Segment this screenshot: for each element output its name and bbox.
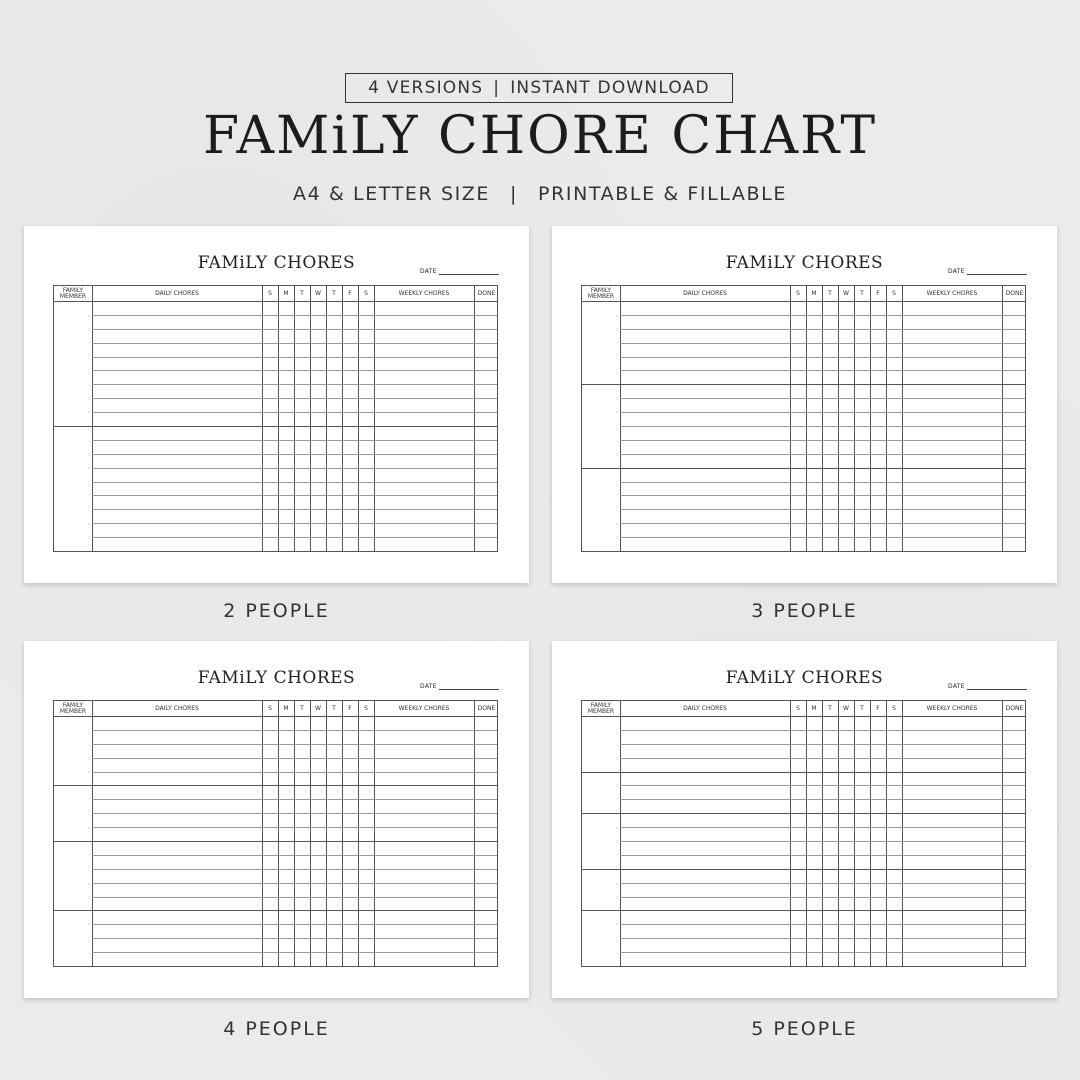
header-divider xyxy=(582,301,1025,302)
table-row[interactable] xyxy=(620,841,1025,842)
header-daily-chores: DAILY CHORES xyxy=(683,704,727,712)
date-line[interactable] xyxy=(439,683,499,690)
table-row[interactable] xyxy=(92,897,497,898)
header-day-5: F xyxy=(348,289,352,297)
column-divider xyxy=(326,286,327,551)
table-row[interactable] xyxy=(92,509,497,510)
column-divider xyxy=(886,701,887,966)
header-day-0: S xyxy=(796,289,800,297)
table-row[interactable] xyxy=(92,370,497,371)
date-label: DATE xyxy=(948,683,965,690)
table-row[interactable] xyxy=(620,440,1025,441)
table-row[interactable] xyxy=(92,329,497,330)
version-caption: 3 PEOPLE xyxy=(751,600,858,622)
member-section-divider xyxy=(54,841,497,842)
header-day-1: M xyxy=(283,289,289,297)
chore-sheet-5-people xyxy=(552,641,1057,998)
column-divider xyxy=(806,701,807,966)
table-row[interactable] xyxy=(92,315,497,316)
header-day-3: W xyxy=(843,289,849,297)
table-row[interactable] xyxy=(620,426,1025,427)
sheet-title: FAMiLY CHORES xyxy=(725,253,884,273)
version-caption: 5 PEOPLE xyxy=(751,1018,858,1040)
member-section-divider xyxy=(582,772,1025,773)
chore-sheet-4-people xyxy=(24,641,529,998)
badge-download: INSTANT DOWNLOAD xyxy=(510,78,710,98)
table-row[interactable] xyxy=(92,454,497,455)
date-field[interactable] xyxy=(948,683,1027,690)
date-label: DATE xyxy=(420,683,437,690)
header-day-2: T xyxy=(828,704,832,712)
column-divider xyxy=(310,286,311,551)
table-row[interactable] xyxy=(620,454,1025,455)
header-day-5: F xyxy=(876,289,880,297)
column-divider xyxy=(294,701,295,966)
header-day-2: T xyxy=(300,289,304,297)
column-divider xyxy=(342,286,343,551)
table-row[interactable] xyxy=(92,343,497,344)
column-divider xyxy=(902,701,903,966)
table-row[interactable] xyxy=(620,744,1025,745)
column-divider xyxy=(342,701,343,966)
header-divider xyxy=(582,716,1025,717)
column-divider xyxy=(886,286,887,551)
header-day-0: S xyxy=(796,704,800,712)
family-member-cell[interactable] xyxy=(54,785,92,841)
table-row[interactable] xyxy=(620,938,1025,939)
table-row[interactable] xyxy=(92,730,497,731)
date-label: DATE xyxy=(420,268,437,275)
column-divider xyxy=(1002,286,1003,551)
column-divider xyxy=(870,701,871,966)
table-row[interactable] xyxy=(92,799,497,800)
column-divider xyxy=(838,701,839,966)
header-done: DONE xyxy=(477,289,496,297)
family-member-cell[interactable] xyxy=(582,910,620,966)
header-day-4: T xyxy=(860,289,864,297)
table-row[interactable] xyxy=(620,883,1025,884)
version-caption: 4 PEOPLE xyxy=(223,1018,330,1040)
date-field[interactable] xyxy=(948,268,1027,275)
member-section-divider xyxy=(582,910,1025,911)
header-day-3: W xyxy=(843,704,849,712)
chore-sheet-3-people xyxy=(552,226,1057,583)
subtitle-separator: | xyxy=(510,183,519,205)
sheet-title: FAMiLY CHORES xyxy=(725,668,884,688)
family-member-cell[interactable] xyxy=(582,869,620,911)
header-day-6: S xyxy=(364,289,368,297)
header-day-2: T xyxy=(300,704,304,712)
table-row[interactable] xyxy=(92,869,497,870)
member-section-divider xyxy=(54,785,497,786)
column-divider xyxy=(902,286,903,551)
chore-table xyxy=(53,285,498,552)
column-divider xyxy=(620,286,621,551)
column-divider xyxy=(294,286,295,551)
table-row[interactable] xyxy=(92,357,497,358)
table-row[interactable] xyxy=(620,509,1025,510)
family-member-cell[interactable] xyxy=(54,301,92,426)
family-member-cell[interactable] xyxy=(54,910,92,966)
column-divider xyxy=(326,701,327,966)
subtitle xyxy=(0,183,1080,205)
column-divider xyxy=(854,286,855,551)
table-row[interactable] xyxy=(620,329,1025,330)
family-member-cell[interactable] xyxy=(54,716,92,785)
table-row[interactable] xyxy=(620,495,1025,496)
column-divider xyxy=(822,286,823,551)
table-row[interactable] xyxy=(92,827,497,828)
column-divider xyxy=(374,701,375,966)
date-label: DATE xyxy=(948,268,965,275)
page-title: FAMiLY CHORE CHART xyxy=(202,106,878,166)
column-divider xyxy=(278,701,279,966)
member-section-divider xyxy=(582,384,1025,385)
table-row[interactable] xyxy=(92,398,497,399)
table-row[interactable] xyxy=(92,412,497,413)
chore-table xyxy=(581,700,1026,967)
table-row[interactable] xyxy=(620,357,1025,358)
column-divider xyxy=(620,701,621,966)
sheet-title: FAMiLY CHORES xyxy=(197,253,356,273)
header-done: DONE xyxy=(1005,289,1024,297)
table-row[interactable] xyxy=(92,952,497,953)
column-divider xyxy=(790,701,791,966)
header-day-1: M xyxy=(811,289,817,297)
column-divider xyxy=(790,286,791,551)
date-line[interactable] xyxy=(967,683,1027,690)
header-daily-chores: DAILY CHORES xyxy=(155,704,199,712)
top-badge xyxy=(345,73,733,103)
table-row[interactable] xyxy=(92,924,497,925)
sheet-title: FAMiLY CHORES xyxy=(197,668,356,688)
version-caption: 2 PEOPLE xyxy=(223,600,330,622)
column-divider xyxy=(1002,701,1003,966)
column-divider xyxy=(838,286,839,551)
table-row[interactable] xyxy=(92,758,497,759)
table-row[interactable] xyxy=(620,855,1025,856)
table-row[interactable] xyxy=(92,384,497,385)
date-field[interactable] xyxy=(420,683,499,690)
date-line[interactable] xyxy=(439,268,499,275)
chore-table xyxy=(581,285,1026,552)
family-member-cell[interactable] xyxy=(582,772,620,814)
family-member-cell[interactable] xyxy=(582,468,620,551)
header-day-4: T xyxy=(860,704,864,712)
column-divider xyxy=(474,286,475,551)
column-divider xyxy=(854,701,855,966)
header-day-5: F xyxy=(876,704,880,712)
header-day-0: S xyxy=(268,704,272,712)
member-section-divider xyxy=(582,468,1025,469)
date-line[interactable] xyxy=(967,268,1027,275)
header-day-5: F xyxy=(348,704,352,712)
header-weekly-chores: WEEKLY CHORES xyxy=(398,704,450,712)
column-divider xyxy=(822,701,823,966)
member-section-divider xyxy=(54,426,497,427)
date-field[interactable] xyxy=(420,268,499,275)
table-row[interactable] xyxy=(620,730,1025,731)
header-day-1: M xyxy=(283,704,289,712)
family-member-cell[interactable] xyxy=(582,813,620,869)
header-weekly-chores: WEEKLY CHORES xyxy=(398,289,450,297)
table-row[interactable] xyxy=(92,468,497,469)
chore-sheet-2-people xyxy=(24,226,529,583)
column-divider xyxy=(806,286,807,551)
table-row[interactable] xyxy=(620,482,1025,483)
header-day-4: T xyxy=(332,289,336,297)
table-row[interactable] xyxy=(620,758,1025,759)
table-row[interactable] xyxy=(92,772,497,773)
header-day-6: S xyxy=(892,289,896,297)
header-family-member: FAMILY MEMBER xyxy=(59,286,87,300)
column-divider xyxy=(92,286,93,551)
family-member-cell[interactable] xyxy=(54,841,92,910)
column-divider xyxy=(870,286,871,551)
header-daily-chores: DAILY CHORES xyxy=(155,289,199,297)
table-row[interactable] xyxy=(620,398,1025,399)
header-daily-chores: DAILY CHORES xyxy=(683,289,727,297)
table-row[interactable] xyxy=(620,799,1025,800)
table-row[interactable] xyxy=(92,813,497,814)
table-row[interactable] xyxy=(92,523,497,524)
header-day-3: W xyxy=(315,289,321,297)
table-row[interactable] xyxy=(620,537,1025,538)
column-divider xyxy=(358,701,359,966)
table-row[interactable] xyxy=(620,523,1025,524)
header-day-1: M xyxy=(811,704,817,712)
table-row[interactable] xyxy=(620,412,1025,413)
header-day-6: S xyxy=(364,704,368,712)
header-family-member: FAMILY MEMBER xyxy=(587,286,615,300)
header-family-member: FAMILY MEMBER xyxy=(59,701,87,715)
subtitle-printable: PRINTABLE & FILLABLE xyxy=(538,183,787,205)
family-member-cell[interactable] xyxy=(54,426,92,551)
table-row[interactable] xyxy=(92,744,497,745)
table-row[interactable] xyxy=(92,855,497,856)
header-divider xyxy=(54,716,497,717)
table-row[interactable] xyxy=(620,315,1025,316)
member-section-divider xyxy=(582,869,1025,870)
table-row[interactable] xyxy=(92,482,497,483)
table-row[interactable] xyxy=(92,537,497,538)
member-section-divider xyxy=(582,813,1025,814)
header-day-4: T xyxy=(332,704,336,712)
table-row[interactable] xyxy=(620,952,1025,953)
column-divider xyxy=(92,701,93,966)
header-day-2: T xyxy=(828,289,832,297)
table-row[interactable] xyxy=(620,785,1025,786)
table-row[interactable] xyxy=(620,827,1025,828)
table-row[interactable] xyxy=(92,938,497,939)
column-divider xyxy=(278,286,279,551)
column-divider xyxy=(358,286,359,551)
column-divider xyxy=(474,701,475,966)
column-divider xyxy=(262,701,263,966)
column-divider xyxy=(262,286,263,551)
column-divider xyxy=(374,286,375,551)
chore-table xyxy=(53,700,498,967)
subtitle-size: A4 & LETTER SIZE xyxy=(293,183,491,205)
header-day-6: S xyxy=(892,704,896,712)
table-row[interactable] xyxy=(620,343,1025,344)
family-member-cell[interactable] xyxy=(582,716,620,772)
table-row[interactable] xyxy=(620,897,1025,898)
badge-versions: 4 VERSIONS xyxy=(368,78,484,98)
family-member-cell[interactable] xyxy=(582,301,620,384)
header-day-3: W xyxy=(315,704,321,712)
header-day-0: S xyxy=(268,289,272,297)
column-divider xyxy=(310,701,311,966)
header-family-member: FAMILY MEMBER xyxy=(587,701,615,715)
table-row[interactable] xyxy=(620,370,1025,371)
table-row[interactable] xyxy=(620,924,1025,925)
table-row[interactable] xyxy=(92,495,497,496)
table-row[interactable] xyxy=(92,883,497,884)
header-divider xyxy=(54,301,497,302)
badge-separator: | xyxy=(493,78,501,98)
header-done: DONE xyxy=(477,704,496,712)
member-section-divider xyxy=(54,910,497,911)
header-weekly-chores: WEEKLY CHORES xyxy=(926,704,978,712)
header-done: DONE xyxy=(1005,704,1024,712)
family-member-cell[interactable] xyxy=(582,384,620,467)
table-row[interactable] xyxy=(92,440,497,441)
header-weekly-chores: WEEKLY CHORES xyxy=(926,289,978,297)
